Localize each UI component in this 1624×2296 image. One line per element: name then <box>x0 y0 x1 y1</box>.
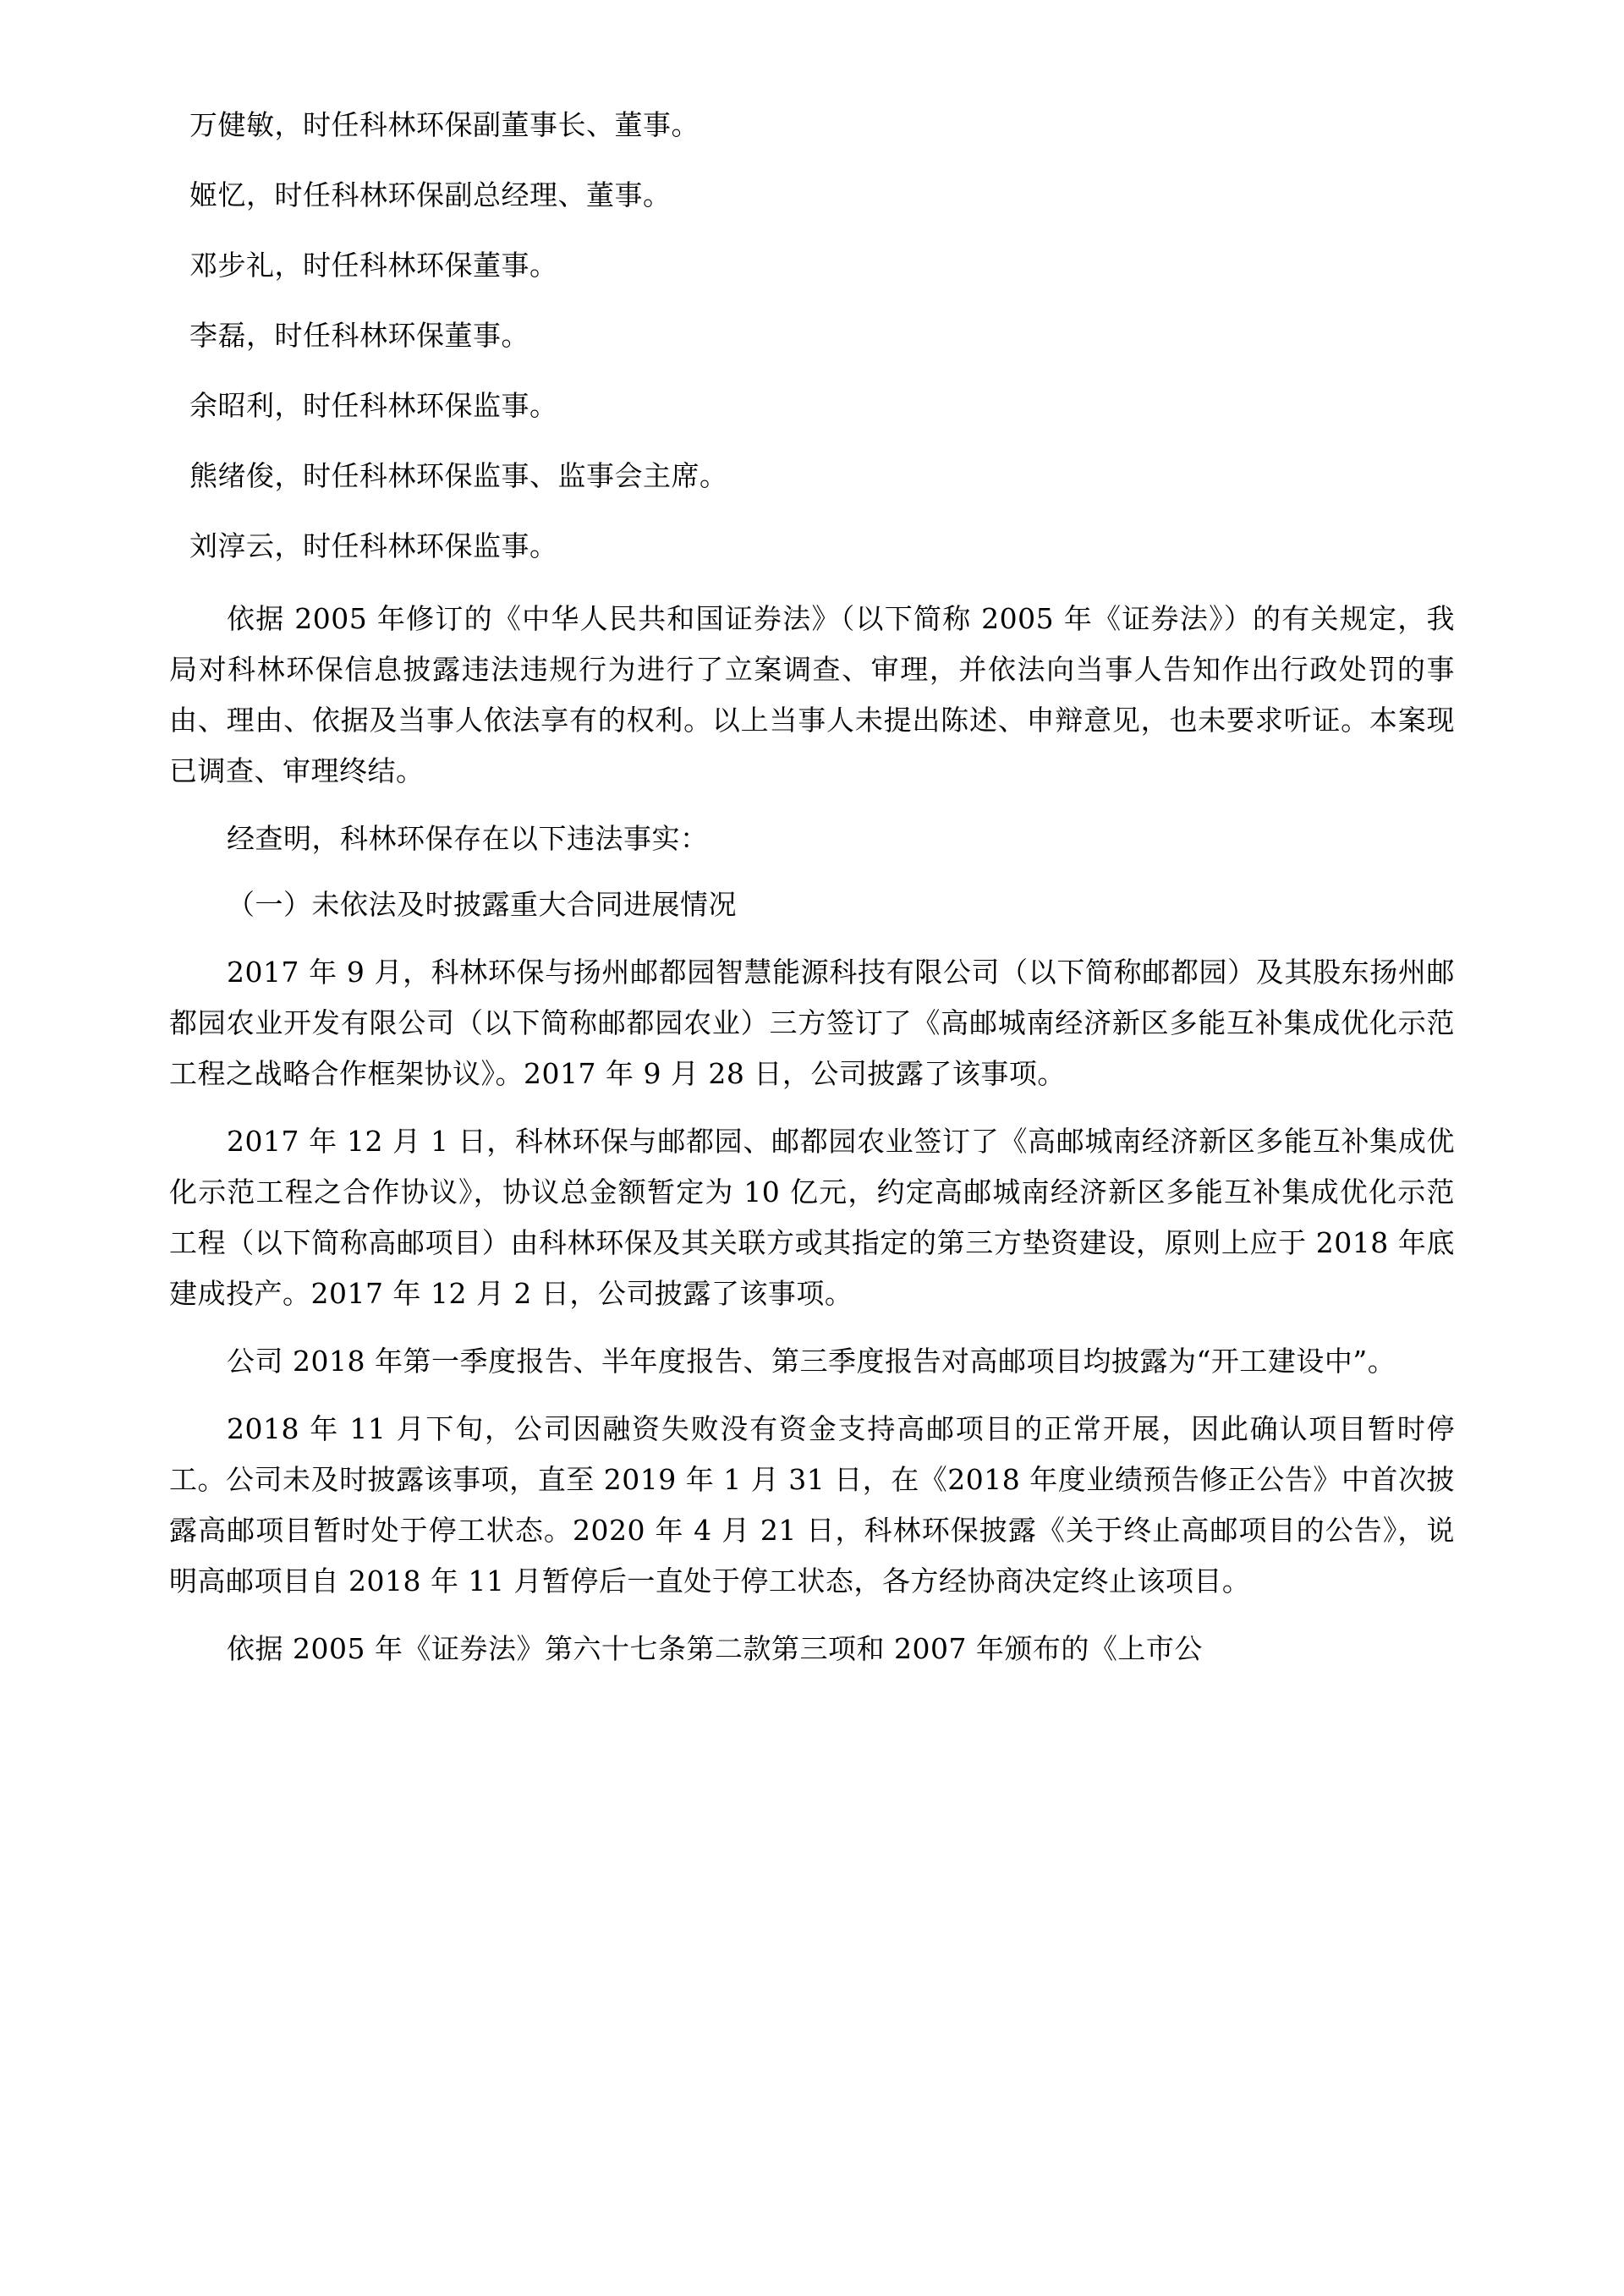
paragraph-legal-basis: 依据 2005 年修订的《中华人民共和国证券法》（以下简称 2005 年《证券法》）的有关规定，我局对科林环保信息披露违法违规行为进行了立案调查、审理，并依法向当事人告知作出行政处罚的事由、理由、依据及当事人依法享有的权利。以上当事人未提出陈述、申辩意见，也未要求听证。本案现已调查、审理终结。 <box>169 602 1455 787</box>
officer-roster <box>169 100 1455 572</box>
roster-line: 邓步礼，时任科林环保董事。 <box>189 249 558 282</box>
paragraph-fact-2018-11: 2018 年 11 月下旬，公司因融资失败没有资金支持高邮项目的正常开展，因此确认项目暂时停工。公司未及时披露该事项，直至 2019 年 1 月 31 日，在《2018 年度业绩预告修正公告》中首次披露高邮项目暂时处于停工状态。2020 年 4 月 21 日，科林环保披露《关于终止高邮项目的公告》，说明高邮项目自 2018 年 11 月暂停后一直处于停工状态，各方经协商决定终止该项目。 <box>169 1412 1455 1597</box>
section-heading-one: （一）未依法及时披露重大合同进展情况 <box>227 888 737 921</box>
roster-line: 刘淳云，时任科林环保监事。 <box>189 529 558 562</box>
document-body <box>169 100 1455 1691</box>
roster-line: 熊绪俊，时任科林环保监事、监事会主席。 <box>189 459 728 492</box>
paragraph-findings-intro: 经查明，科林环保存在以下违法事实： <box>227 822 709 855</box>
roster-line: 姬忆，时任科林环保副总经理、董事。 <box>189 178 672 211</box>
roster-line: 李磊，时任科林环保董事。 <box>189 319 529 352</box>
roster-line: 万健敏，时任科林环保副董事长、董事。 <box>189 108 700 141</box>
paragraph-legal-citation: 依据 2005 年《证券法》第六十七条第二款第三项和 2007 年颁布的《上市公 <box>227 1632 1203 1665</box>
roster-line: 余昭利，时任科林环保监事。 <box>189 389 558 422</box>
paragraph-fact-2017-09: 2017 年 9 月，科林环保与扬州邮都园智慧能源科技有限公司（以下简称邮都园）及其股东扬州邮都园农业开发有限公司（以下简称邮都园农业）三方签订了《高邮城南经济新区多能互补集成优化示范工程之战略合作框架协议》。2017 年 9 月 28 日，公司披露了该事项。 <box>169 956 1455 1090</box>
paragraph-fact-2018-reports: 公司 2018 年第一季度报告、半年度报告、第三季度报告对高邮项目均披露为“开工建设中”。 <box>227 1345 1396 1378</box>
paragraph-fact-2017-12: 2017 年 12 月 1 日，科林环保与邮都园、邮都园农业签订了《高邮城南经济新区多能互补集成优化示范工程之合作协议》，协议总金额暂定为 10 亿元，约定高邮城南经济新区多能互补集成优化示范工程（以下简称高邮项目）由科林环保及其关联方或其指定的第三方垫资建设，原则上应于 2018 年底建成投产。2017 年 12 月 2 日，公司披露了该事项。 <box>169 1125 1455 1310</box>
